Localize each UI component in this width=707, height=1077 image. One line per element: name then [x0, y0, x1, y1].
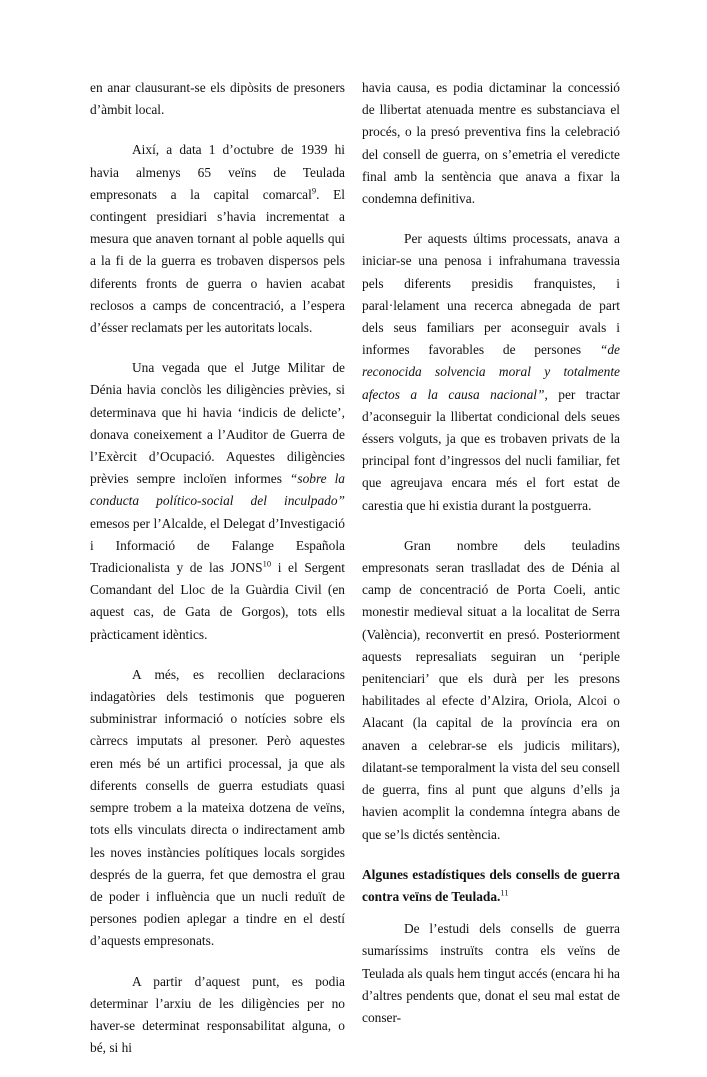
paragraph-text: emesos per l’Alcalde, el Delegat d’Investigació i Informació de Falange Española Tradicionalista y de las JONS — [90, 515, 345, 576]
paragraph-text: Així, a data 1 d’octubre de 1939 hi havia almenys 65 veïns de Teulada empresonats a la capital comarcal — [90, 142, 345, 202]
paragraph — [90, 139, 345, 339]
footnote-ref[interactable]: 10 — [262, 558, 272, 569]
paragraph — [90, 77, 345, 121]
section-heading-text: Algunes estadístiques dels consells de guerra contra veïns de Teulada. — [362, 866, 620, 904]
paragraph-text: De l’estudi dels consells de guerra sumaríssims instruïts contra els veïns de Teulada als quals hem tingut accés (encara hi ha d’altres pendents que, donat el seu mal estat de conser- — [362, 921, 620, 1025]
paragraph — [362, 77, 620, 210]
paragraph-text: i el Sergent Comandant del Lloc de la Guàrdia Civil (en aquest cas, de Gata de Gorgos), tots ells pràcticament idèntics. — [90, 560, 345, 642]
footnote-ref[interactable]: 11 — [500, 887, 509, 898]
paragraph — [362, 918, 620, 1029]
quoted-text: “sobre la conducta político-social del inculpado” — [90, 471, 345, 509]
section-heading — [362, 864, 620, 908]
paragraph — [90, 664, 345, 953]
paragraph — [362, 228, 620, 517]
left-column — [90, 77, 345, 1077]
paragraph-text: Una vegada que el Jutge Militar de Dénia havia conclòs les diligències prèvies, si determinava que hi havia ‘indicis de delicte’, donava coneixement a l’Auditor de Guerra de l’Exèrcit d’Ocupació. Aquestes diligències prèvies sempre incloïen informes — [90, 360, 345, 487]
paragraph-text: Gran nombre dels teuladins empresonats seran traslladat des de Dénia al camp de concentració de Porta Coeli, antic monestir medieval situat a la localitat de Serra (València), reconvertit en presó. Posteriorment aquests represaliats seguiran un ‘periple penitenciari’ que els durà per les presons habilitades al efecte d’Alzira, Oriola, Alcoi o Alacant (la capital de la província era on anaven a celebrar-se els judicis militars), dilatant-se temporalment la vista del seu consell de guerra, fins al punt que alguns d’ells ja havien acomplit la condemna íntegra abans de que se’ls dictés sentència. — [362, 537, 620, 842]
paragraph-text: A més, es recollien declaracions indagatòries dels testimonis que pogueren subministrar informació o notícies sobre els càrrecs imputats al presoner. Però aquestes eren més bé un artifici processal, ja que als diferents consells de guerra estudiats quasi sempre trobem a la mateixa dotzena de veïns, tots ells vinculats directa o indirectament amb les noves instàncies polítiques locals sorgides després de la guerra, fet que demostra el grau de poder i influència que un nucli reduït de persones podien aplegar a tindre en el destí d’aquests empresonats. — [90, 666, 345, 949]
paragraph-text: en anar clausurant-se els dipòsits de presoners d’àmbit local. — [90, 80, 345, 118]
quoted-text: “de reconocida solvencia moral y totalmente afectos a la causa nacional” — [362, 342, 620, 402]
paragraph — [90, 357, 345, 646]
paragraph-text: . El contingent presidiari s’havia incrementat a mesura que anaven tornant al poble aquells qui a la fi de la guerra es trobaven dispersos pels diferents fronts de guerra o havien acabat reclosos a camps de concentració, a l’espera d’ésser reclamats per les autoritats locals. — [90, 186, 345, 336]
paragraph-text: Per aquests últims processats, anava a iniciar-se una penosa i infrahumana travessia pels diferents presidis franquistes, i paral·lelament una recerca abnegada de part dels seus familiars per aconseguir avals i informes favorables de persones — [362, 231, 620, 358]
paragraph-text: havia causa, es podia dictaminar la concessió de llibertat atenuada mentre es substanciava el procés, o la presó preventiva fins la celebració del consell de guerra, on s’emetria el veredicte final amb la sentència que anava a fixar la condemna definitiva. — [362, 80, 620, 207]
paragraph-text: , per tractar d’aconseguir la llibertat condicional dels seues éssers volguts, ja que es trobaven privats de la principal font d’ingressos del nucli familiar, fet que agreujava encara més el fort estat de carestia que hi existia durant la postguerra. — [362, 386, 620, 513]
paragraph-text: A partir d’aquest punt, es podia determinar l’arxiu de les diligències per no haver-se determinat responsabilitat alguna, o bé, si hi — [90, 973, 345, 1056]
paragraph — [362, 535, 620, 846]
footnote-ref[interactable]: 9 — [311, 185, 317, 196]
paragraph — [90, 971, 345, 1060]
right-column — [362, 77, 620, 1047]
